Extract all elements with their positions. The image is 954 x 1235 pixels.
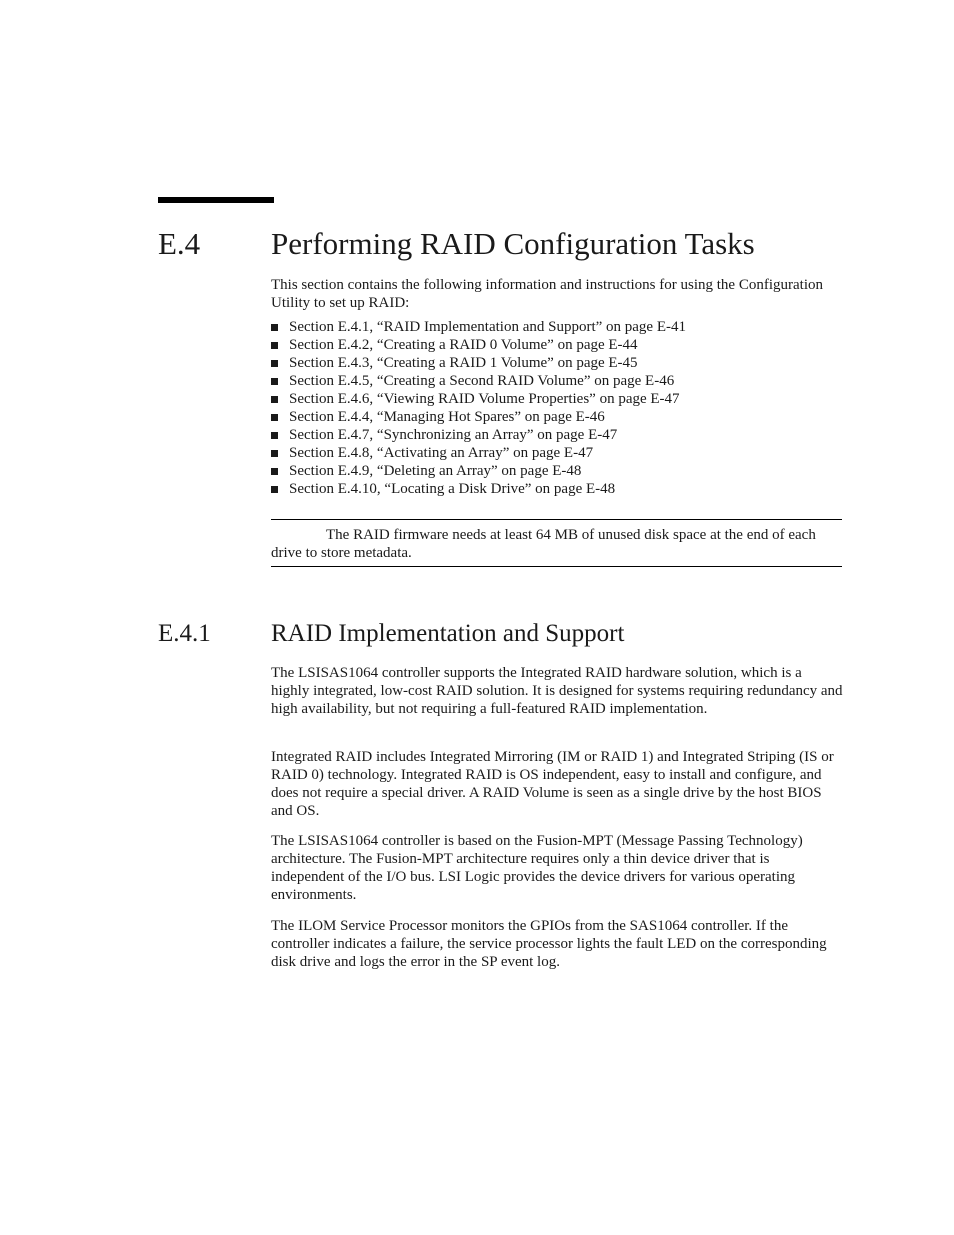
- bullet-square-icon: [271, 324, 278, 331]
- list-item[interactable]: [271, 318, 843, 336]
- cross-reference-link[interactable]: Section E.4.3, “Creating a RAID 1 Volume” on page E-45: [289, 355, 638, 371]
- list-item[interactable]: [271, 444, 843, 462]
- bullet-square-icon: [271, 468, 278, 475]
- cross-reference-link[interactable]: Section E.4.8, “Activating an Array” on page E-47: [289, 445, 594, 461]
- paragraph-text: The LSISAS1064 controller supports the Integrated RAID hardware solution, which is a highly integrated, low-cost RAID solution. It is designed for systems requiring redundancy and high availability, but not requiring a full-featured RAID implementation.: [271, 665, 843, 717]
- cross-reference-list: [271, 318, 843, 498]
- note-text: The RAID firmware needs at least 64 MB of unused disk space at the end of each drive to store metadata.: [271, 527, 816, 561]
- bullet-square-icon: [271, 486, 278, 493]
- bullet-square-icon: [271, 432, 278, 439]
- paragraph-text: The ILOM Service Processor monitors the GPIOs from the SAS1064 controller. If the controller indicates a failure, the service processor lights the fault LED on the corresponding disk drive and logs the error in the SP event log.: [271, 918, 827, 970]
- paragraph-text: Integrated RAID includes Integrated Mirroring (IM or RAID 1) and Integrated Striping (IS or RAID 0) technology. Integrated RAID is OS independent, easy to install and configure, and does not require a special driver. A RAID Volume is seen as a single drive by the host BIOS and OS.: [271, 749, 834, 819]
- cross-reference-link[interactable]: Section E.4.2, “Creating a RAID 0 Volume” on page E-44: [289, 337, 638, 353]
- subsection-title: RAID Implementation and Support: [271, 620, 625, 647]
- bullet-square-icon: [271, 450, 278, 457]
- bullet-square-icon: [271, 378, 278, 385]
- list-item[interactable]: [271, 462, 843, 480]
- cross-reference-link[interactable]: Section E.4.5, “Creating a Second RAID Volume” on page E-46: [289, 373, 675, 389]
- cross-reference-link[interactable]: Section E.4.6, “Viewing RAID Volume Properties” on page E-47: [289, 391, 680, 407]
- list-item[interactable]: [271, 354, 843, 372]
- list-item[interactable]: [271, 336, 843, 354]
- cross-reference-link[interactable]: Section E.4.4, “Managing Hot Spares” on page E-46: [289, 409, 605, 425]
- paragraph: [271, 664, 843, 718]
- section-title: Performing RAID Configuration Tasks: [271, 226, 755, 261]
- bullet-square-icon: [271, 342, 278, 349]
- note-box: [271, 519, 842, 567]
- cross-reference-link[interactable]: Section E.4.9, “Deleting an Array” on page E-48: [289, 463, 582, 479]
- cross-reference-link[interactable]: Section E.4.10, “Locating a Disk Drive” on page E-48: [289, 481, 616, 497]
- section-intro: [271, 276, 843, 312]
- section-number: E.4: [158, 226, 201, 261]
- list-item[interactable]: [271, 408, 843, 426]
- cross-reference-link[interactable]: Section E.4.1, “RAID Implementation and Support” on page E-41: [289, 319, 686, 335]
- bullet-square-icon: [271, 414, 278, 421]
- cross-reference-link[interactable]: Section E.4.7, “Synchronizing an Array” on page E-47: [289, 427, 618, 443]
- list-item[interactable]: [271, 390, 843, 408]
- bullet-square-icon: [271, 360, 278, 367]
- list-item[interactable]: [271, 426, 843, 444]
- paragraph-text: The LSISAS1064 controller is based on the Fusion-MPT (Message Passing Technology) architecture. The Fusion-MPT architecture requires only a thin device driver that is independent of the I/O bus. LSI Logic provides the device drivers for various operating environments.: [271, 833, 803, 903]
- paragraph: [271, 748, 843, 820]
- bullet-square-icon: [271, 396, 278, 403]
- paragraph: [271, 917, 843, 971]
- subsection-number: E.4.1: [158, 620, 211, 647]
- paragraph: [271, 832, 843, 904]
- list-item[interactable]: [271, 372, 843, 390]
- list-item[interactable]: [271, 480, 843, 498]
- section-top-rule: [158, 197, 274, 203]
- intro-text: This section contains the following information and instructions for using the Configuration Utility to set up RAID:: [271, 277, 823, 311]
